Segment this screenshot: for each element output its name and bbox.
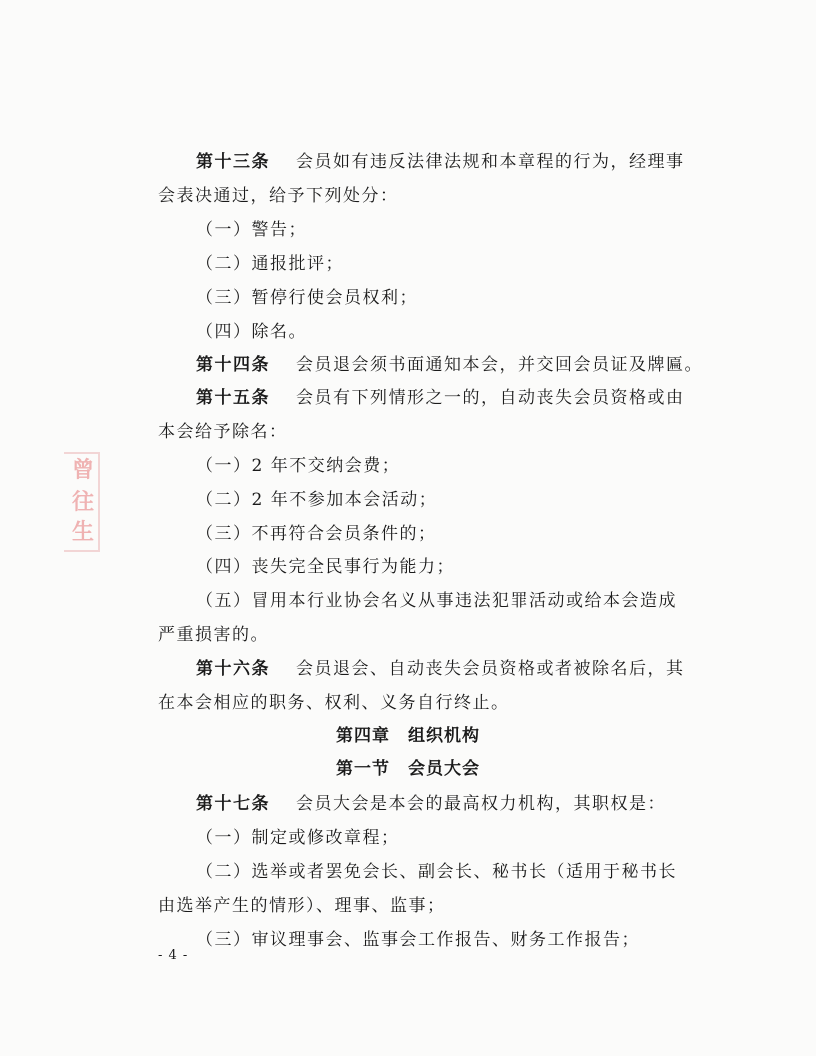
article-15-item-1: （一）2 年不交纳会费； [196,456,401,476]
article-13-continuation: 会表决通过，给予下列处分： [158,186,399,206]
article-17-first-line [196,793,666,815]
article-15-item-5: （五）冒用本行业协会名义从事违法犯罪活动或给本会造成 [196,591,677,611]
article-13-first-line [196,151,685,173]
article-13-item-1: （一）警告； [196,220,307,240]
article-15-continuation: 本会给予除名： [158,422,288,442]
article-15-item-4: （四）丧失完全民事行为能力； [196,557,455,577]
page-number: - 4 - [158,948,189,963]
seal-char-2: 往 [71,489,94,515]
article-16-heading: 第十六条 [196,659,270,679]
article-16-text: 会员退会、自动丧失会员资格或者被除名后，其 [296,659,685,679]
partial-seal-stamp [64,452,100,552]
article-15-first-line [196,387,685,409]
article-15-item-5-continuation: 严重损害的。 [158,625,269,645]
article-15-text: 会员有下列情形之一的，自动丧失会员资格或由 [296,388,685,408]
seal-char-1: 曾 [71,457,94,483]
article-17-item-1: （一）制定或修改章程； [196,828,400,848]
article-14-heading: 第十四条 [196,355,270,375]
article-13-item-4: （四）除名。 [196,322,307,342]
article-15-heading: 第十五条 [196,388,270,408]
seal-char-3: 生 [71,519,94,545]
article-17-text: 会员大会是本会的最高权力机构，其职权是： [296,794,666,814]
article-16-first-line [196,658,685,680]
article-14-text: 会员退会须书面通知本会，并交回会员证及牌匾。 [296,355,703,375]
chapter-heading: 第四章 组织机构 [336,726,480,746]
article-13-heading: 第十三条 [196,152,270,172]
article-16-continuation: 在本会相应的职务、权利、义务自行终止。 [158,693,510,713]
section-heading: 第一节 会员大会 [336,759,480,779]
article-14-line [196,354,703,376]
article-17-item-3: （三）审议理事会、监事会工作报告、财务工作报告； [196,930,640,950]
article-17-item-2: （二）选举或者罢免会长、副会长、秘书长（适用于秘书长 [196,862,677,882]
article-17-item-2-continuation: 由选举产生的情形）、理事、监事； [158,896,446,916]
article-13-item-2: （二）通报批评； [196,254,344,274]
article-13-text: 会员如有违反法律法规和本章程的行为，经理事 [296,152,685,172]
article-15-item-3: （三）不再符合会员条件的； [196,524,437,544]
article-17-heading: 第十七条 [196,794,270,814]
article-15-item-2: （二）2 年不参加本会活动； [196,490,438,510]
article-13-item-3: （三）暂停行使会员权利； [196,288,418,308]
